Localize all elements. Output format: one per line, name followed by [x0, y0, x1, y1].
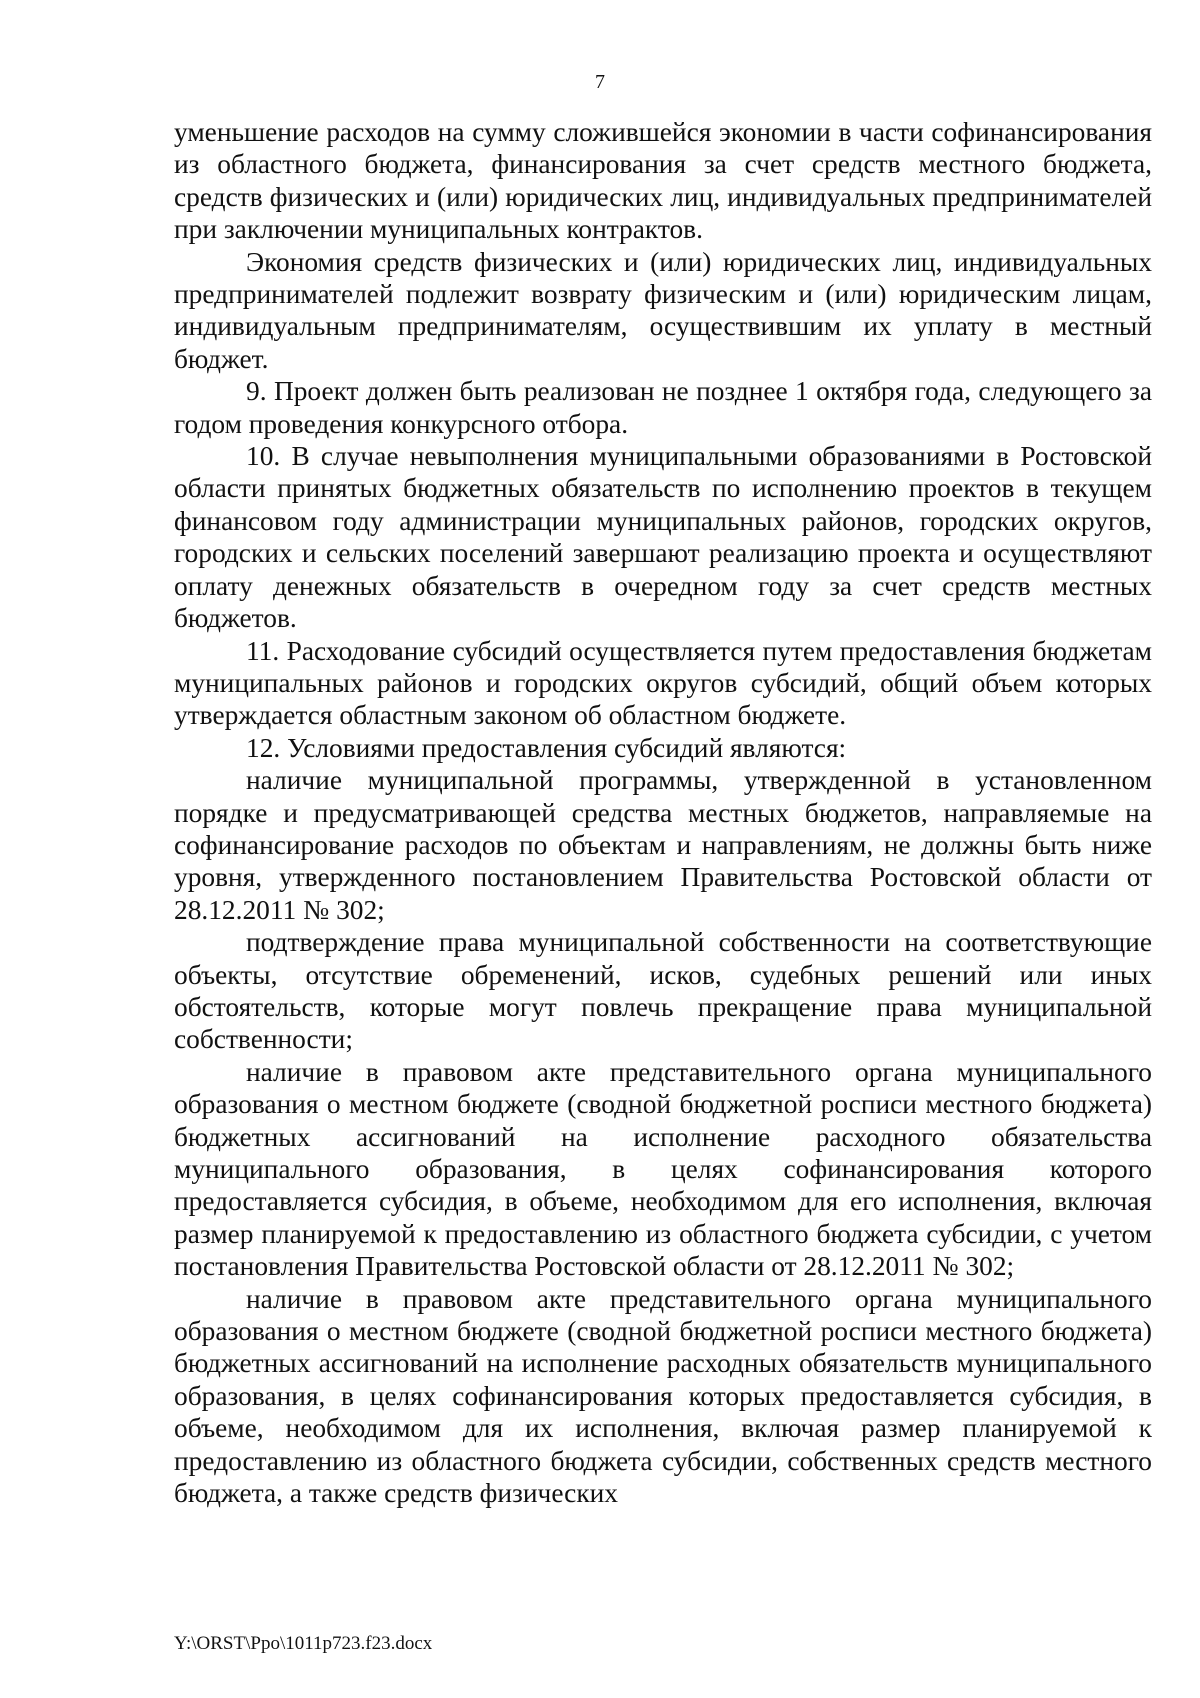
page-number: 7: [595, 71, 605, 93]
footer-file-path: Y:\ORST\Ppo\1011p723.f23.docx: [174, 1633, 433, 1654]
paragraph-condition-budget-allocation: наличие в правовом акте представительного органа муниципального образования о местном бюджете (сводной бюджетной росписи местного бюджета) бюджетных ассигнований на исполнение расходного обязательства муниципального образования, в целях софинансирования которого предоставляется субсидия, в объеме, необходимом для его исполнения, включая размер планируемой к предоставлению из областного бюджета субсидии, с учетом постановления Правительства Ростовской области от 28.12.2011 № 302;: [174, 1056, 1152, 1282]
paragraph-item-11: 11. Расходование субсидий осуществляется путем предоставления бюджетам муниципальных районов и городских округов субсидий, общий объем которых утверждается областным законом об областном бюджете.: [174, 635, 1152, 731]
paragraph-condition-program: наличие муниципальной программы, утвержденной в установленном порядке и предусматривающей средства местных бюджетов, направляемые на софинансирование расходов по объектам и направлениям, не должны быть ниже уровня, утвержденного постановлением Правительства Ростовской области от 28.12.2011 № 302;: [174, 765, 1152, 925]
paragraph-item-12: 12. Условиями предоставления субсидий являются:: [246, 732, 847, 763]
paragraph-savings-refund: Экономия средств физических и (или) юридических лиц, индивидуальных предпринимателей подлежит возврату физическим и (или) юридическим лицам, индивидуальным предпринимателям, осуществившим их уплату в местный бюджет.: [174, 246, 1152, 374]
paragraph-continuation: уменьшение расходов на сумму сложившейся экономии в части софинансирования из областного бюджета, финансирования за счет средств местного бюджета, средств физических и (или) юридических лиц, индивидуальных предпринимателей при заключении муниципальных контрактов.: [174, 117, 1152, 245]
document-body: [174, 116, 1152, 1509]
paragraph-item-10: 10. В случае невыполнения муниципальными образованиями в Ростовской области принятых бюджетных обязательств по исполнению проектов в текущем финансовом году администрации муниципальных районов, городских округов, городских и сельских поселений завершают реализацию проекта и осуществляют оплату денежных обязательств в очередном году за счет средств местных бюджетов.: [174, 441, 1152, 634]
paragraph-condition-budget-obligations: наличие в правовом акте представительного органа муниципального образования о местном бюджете (сводной бюджетной росписи местного бюджета) бюджетных ассигнований на исполнение расходных обязательств муниципального образования, в целях софинансирования которых предоставляется субсидия, в объеме, необходимом для их исполнения, включая размер планируемой к предоставлению из областного бюджета субсидии, собственных средств местного бюджета, а также средств физических: [174, 1283, 1152, 1509]
paragraph-condition-ownership: подтверждение права муниципальной собственности на соответствующие объекты, отсутствие обременений, исков, судебных решений или иных обстоятельств, которые могут повлечь прекращение права муниципальной собственности;: [174, 927, 1152, 1055]
paragraph-item-9: 9. Проект должен быть реализован не позднее 1 октября года, следующего за годом проведения конкурсного отбора.: [174, 376, 1152, 439]
